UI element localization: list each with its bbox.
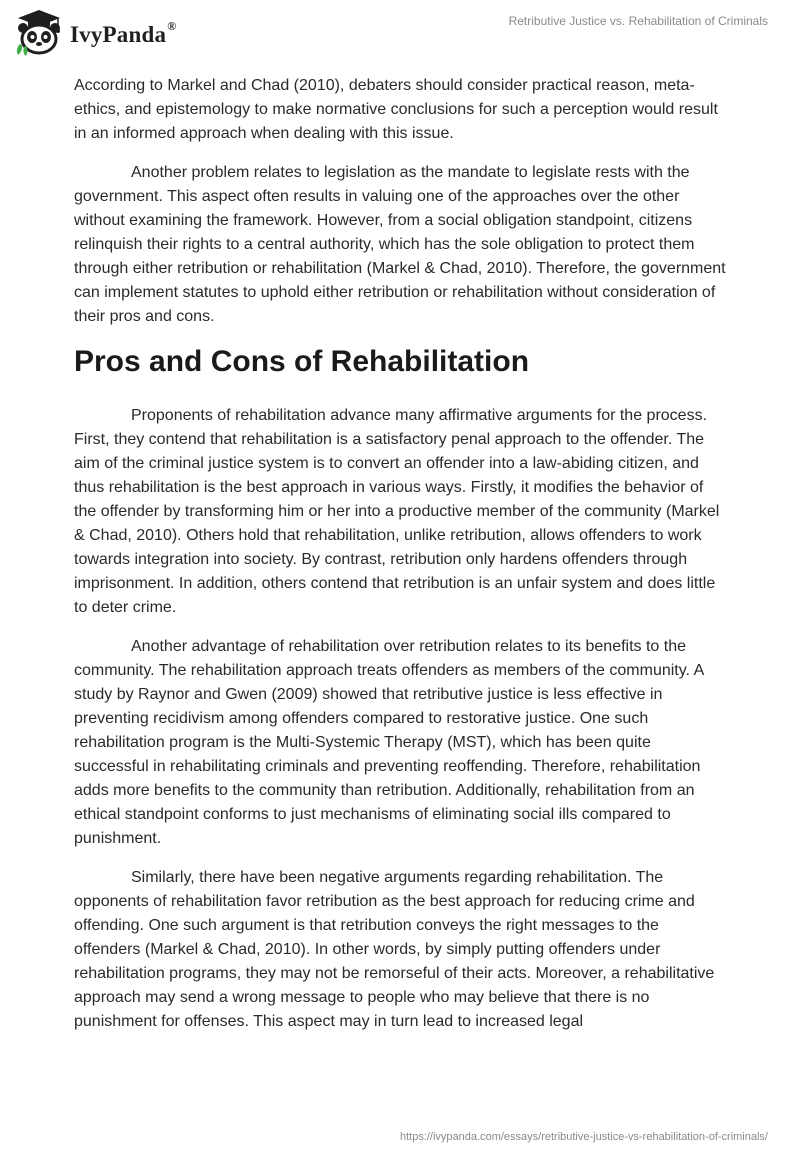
paragraph: According to Markel and Chad (2010), debaters should consider practical reason, meta-ethics, and epistemology to make normative conclusions for such a perception would result in an informed approach when dealing with this issue. [74,77,718,142]
paragraph: Another problem relates to legislation as the mandate to legislate rests with the government. This aspect often results in valuing one of the approaches over the other without examining the framework. However, from a social obligation standpoint, citizens relinquish their rights to a central authority, which has the sole obligation to protect them through either retribution or rehabilitation (Markel & Chad, 2010). Therefore, the government can implement statutes to uphold either retribution or rehabilitation without consideration of their pros and cons. [74,164,726,325]
logo-name: IvyPanda [70,22,167,47]
logo-wordmark [70,19,177,48]
paragraph: Similarly, there have been negative arguments regarding rehabilitation. The opponents of rehabilitation favor retribution as the best approach for reducing crime and offending. One such argument is that retribution conveys the right messages to the offenders (Markel & Chad, 2010). In other words, by simply putting offenders under rehabilitation programs, they may not be remorseful of their acts. Moreover, a rehabilitative approach may send a wrong message to people who may believe that there is no punishment for offenses. This aspect may in turn lead to increased legal [74,869,715,1030]
essay-body [74,74,726,1049]
ivypanda-logo[interactable] [14,8,176,56]
panda-graduate-icon [14,8,64,56]
section-heading: Pros and Cons of Rehabilitation [74,345,530,378]
paragraph: Proponents of rehabilitation advance many affirmative arguments for the process. First, they contend that rehabilitation is a satisfactory penal approach to the offender. The aim of the criminal justice system is to convert an offender into a law-abiding citizen, and thus rehabilitation is the best approach in various ways. Firstly, it modifies the behavior of the offender by transforming him or her into a productive member of the community (Markel & Chad, 2010). Others hold that rehabilitation, unlike retribution, allows offenders to work towards integration into society. By contrast, retribution only hardens offenders through imprisonment. In addition, others contend that retribution is an unfair system and does little to deter crime. [74,407,720,616]
source-url[interactable]: https://ivypanda.com/essays/retributive-justice-vs-rehabilitation-of-criminals/ [399,1131,768,1143]
document-title: Retributive Justice vs. Rehabilitation of Criminals [508,14,768,28]
registered-mark: ® [167,19,177,33]
paragraph: Another advantage of rehabilitation over retribution relates to its benefits to the community. The rehabilitation approach treats offenders as members of the community. A study by Raynor and Gwen (2009) showed that retributive justice is less effective in preventing recidivism among offenders compared to restorative justice. One such rehabilitation program is the Multi-Systemic Therapy (MST), which has been quite successful in rehabilitating criminals and preventing reoffending. Therefore, rehabilitation adds more benefits to the community than retribution. Additionally, rehabilitation from an ethical standpoint conforms to just mechanisms of eliminating social ills compared to punishment. [74,638,704,847]
page-header [0,0,800,64]
